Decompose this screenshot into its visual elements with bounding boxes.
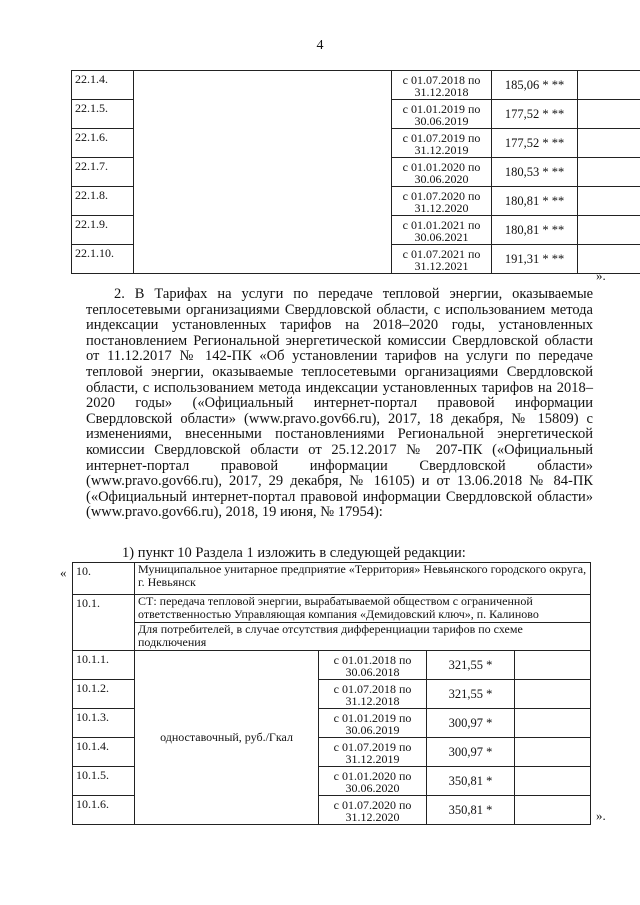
item-1-text: 1) пункт 10 Раздела 1 изложить в следующей редакции: <box>122 545 466 561</box>
row-value: 350,81 * <box>427 796 515 825</box>
row-value: 185,06 * ** <box>492 71 578 100</box>
row-code: 22.1.6. <box>72 129 134 158</box>
row-value: 321,55 * <box>427 680 515 709</box>
closing-quote: ». <box>596 268 606 283</box>
row-value: 350,81 * <box>427 767 515 796</box>
row-period: с 01.07.2018 по 31.12.2018 <box>392 71 492 100</box>
row-code: 10.1.6. <box>73 796 135 825</box>
merged-empty-cell <box>134 71 392 274</box>
table-row <box>73 651 591 680</box>
row-value: 180,81 * ** <box>492 216 578 245</box>
row-empty <box>578 158 640 187</box>
closing-quote-2: ». <box>596 808 606 823</box>
row-code: 10.1.2. <box>73 680 135 709</box>
row-period: с 01.07.2020 по 31.12.2020 <box>319 796 427 825</box>
table-sub-row <box>73 595 591 623</box>
row-period: с 01.07.2020 по 31.12.2020 <box>392 187 492 216</box>
row-empty <box>515 738 591 767</box>
row-code: 22.1.5. <box>72 100 134 129</box>
paragraph-2-text: 2. В Тарифах на услуги по передаче тепловой энергии, оказываемые теплосетевыми организациями Свердловской области, с использованием метода индексации установленных тарифов на 2018–2020 годы, установленных постановлением Региональной энергетической комиссии Свердловской области от 11.12.2017 № 142-ПК «Об установлении тарифов на услуги по передаче тепловой энергии, оказываемые теплосетевыми организациями Свердловской области, с использованием метода индексации установленных тарифов на 2018–2020 годы» («Официальный интернет-портал правовой информации Свердловской области» (www.pravo.gov66.ru), 2017, 18 декабря, № 15809) с изменениями, внесенными постановлениями Региональной энергетической комиссии Свердловской области от 25.12.2017 № 207-ПК («Официальный интернет-портал правовой информации Свердловской области» (www.pravo.gov66.ru), 2017, 29 декабря, № 16105) и от 13.06.2018 № 84-ПК («Официальный интернет-портал правовой информации Свердловской области» (www.pravo.gov66.ru), 2018, 19 июня, № 17954): <box>86 286 593 521</box>
rate-type: одноставочный, руб./Гкал <box>135 651 319 825</box>
row-period: с 01.07.2019 по 31.12.2019 <box>319 738 427 767</box>
table-row <box>72 71 640 100</box>
row-value: 177,52 * ** <box>492 100 578 129</box>
row-code: 22.1.10. <box>72 245 134 274</box>
page-number: 4 <box>316 38 324 53</box>
row-empty <box>515 767 591 796</box>
row-empty <box>515 651 591 680</box>
row-period: с 01.07.2018 по 31.12.2018 <box>319 680 427 709</box>
header-code: 10. <box>73 563 135 595</box>
row-period: с 01.01.2020 по 30.06.2020 <box>319 767 427 796</box>
row-period: с 01.01.2019 по 30.06.2019 <box>319 709 427 738</box>
table-header-row <box>73 563 591 595</box>
row-value: 180,53 * ** <box>492 158 578 187</box>
row-period: с 01.01.2021 по 30.06.2021 <box>392 216 492 245</box>
row-empty <box>515 796 591 825</box>
row-value: 191,31 * ** <box>492 245 578 274</box>
row-empty <box>515 680 591 709</box>
table-consumers-row <box>73 623 591 651</box>
row-value: 300,97 * <box>427 709 515 738</box>
row-empty <box>578 129 640 158</box>
row-code: 22.1.9. <box>72 216 134 245</box>
row-empty <box>578 187 640 216</box>
row-period: с 01.07.2019 по 31.12.2019 <box>392 129 492 158</box>
row-code: 22.1.4. <box>72 71 134 100</box>
row-empty <box>578 245 640 274</box>
row-code: 10.1.4. <box>73 738 135 767</box>
sub-code: 10.1. <box>73 595 135 651</box>
row-code: 22.1.7. <box>72 158 134 187</box>
row-empty <box>515 709 591 738</box>
row-empty <box>578 216 640 245</box>
row-empty <box>578 100 640 129</box>
row-value: 177,52 * ** <box>492 129 578 158</box>
tariff-table-new <box>72 562 591 825</box>
opening-quote: « <box>60 565 67 580</box>
row-value: 300,97 * <box>427 738 515 767</box>
consumers-text: Для потребителей, в случае отсутствия дифференциации тарифов по схеме подключения <box>135 623 591 651</box>
tariff-table-continued <box>71 70 640 274</box>
row-period: с 01.01.2020 по 30.06.2020 <box>392 158 492 187</box>
row-period: с 01.07.2021 по 31.12.2021 <box>392 245 492 274</box>
row-code: 10.1.1. <box>73 651 135 680</box>
row-code: 10.1.5. <box>73 767 135 796</box>
header-text: Муниципальное унитарное предприятие «Территория» Невьянского городского округа, г. Невьянск <box>135 563 591 595</box>
row-code: 22.1.8. <box>72 187 134 216</box>
row-period: с 01.01.2018 по 30.06.2018 <box>319 651 427 680</box>
row-value: 321,55 * <box>427 651 515 680</box>
sub-text: СТ: передача тепловой энергии, вырабатываемой обществом с ограниченной ответственностью Управляющая компания «Демидовский ключ», п. Калиново <box>135 595 591 623</box>
row-value: 180,81 * ** <box>492 187 578 216</box>
row-code: 10.1.3. <box>73 709 135 738</box>
paragraph-2 <box>86 287 593 521</box>
row-period: с 01.01.2019 по 30.06.2019 <box>392 100 492 129</box>
row-empty <box>578 71 640 100</box>
